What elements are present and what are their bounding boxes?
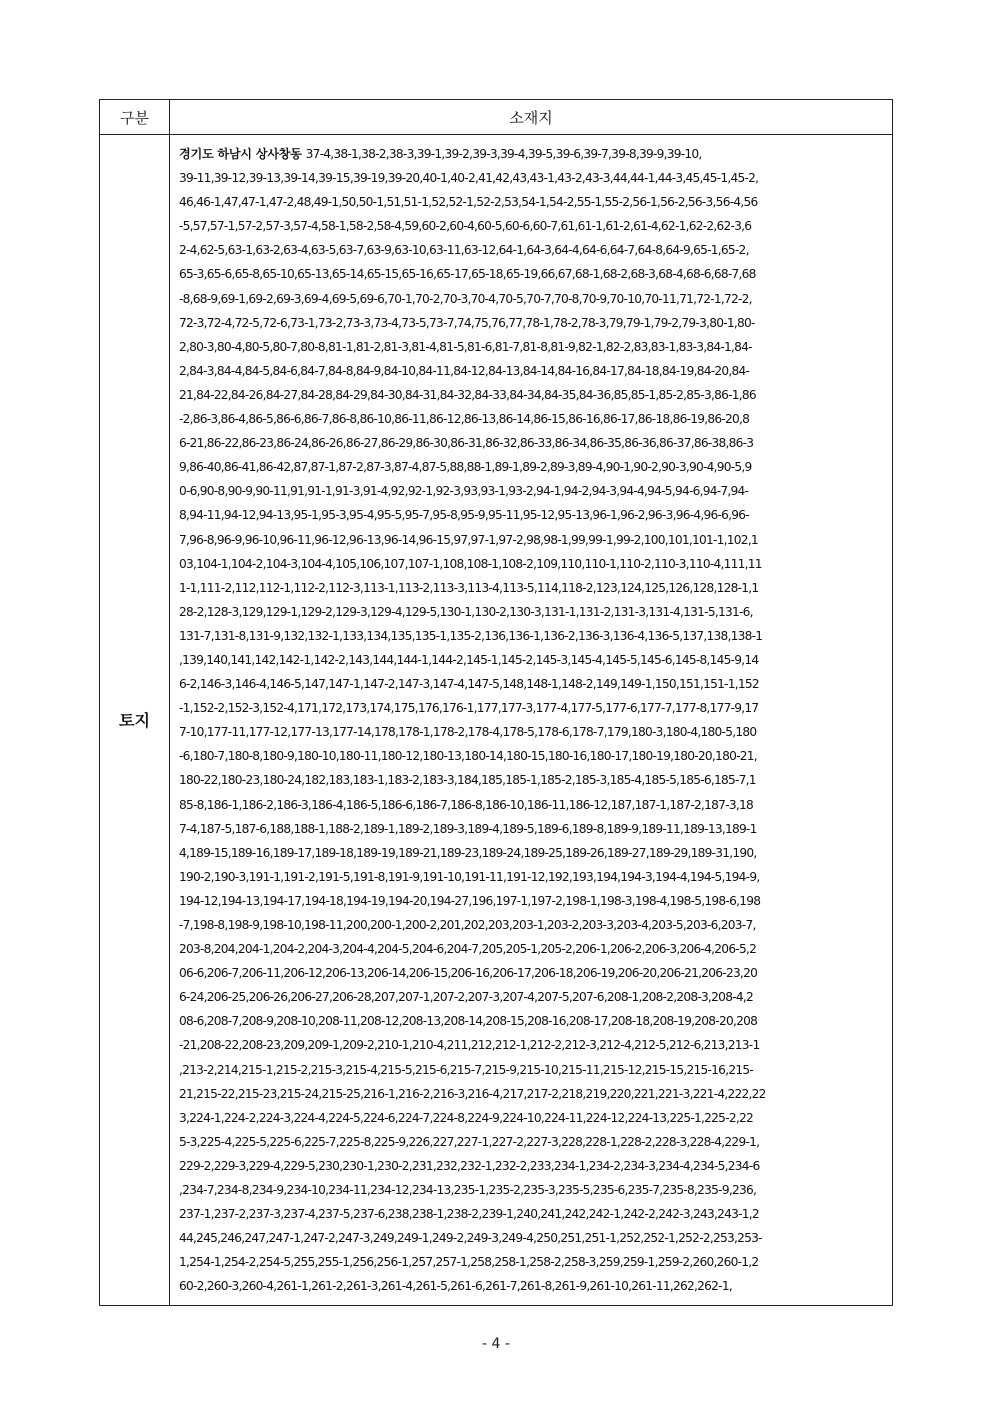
lot-numbers-text: 7,96-8,96-9,96-10,96-11,96-12,96-13,96-14,96-15,97,97-1,97-2,98,98-1,99,99-1,99-2,100,101,101-1,102,1	[179, 532, 758, 547]
lot-numbers-text: 180-22,180-23,180-24,182,183,183-1,183-2,183-3,184,185,185-1,185-2,185-3,185-4,185-5,185-6,185-7,1	[179, 773, 756, 788]
land-location-table	[99, 99, 893, 1306]
lot-number-line	[179, 214, 886, 238]
lot-numbers-text: 203-8,204,204-1,204-2,204-3,204-4,204-5,204-6,204-7,205,205-1,205-2,206-1,206-2,206-3,206-4,206-5,2	[179, 942, 757, 957]
lot-number-line	[179, 1178, 886, 1202]
lot-numbers-text: 28-2,128-3,129,129-1,129-2,129-3,129-4,129-5,130-1,130-2,130-3,131-1,131-2,131-3,131-4,131-5,131-6,	[179, 604, 753, 619]
lot-number-line	[179, 768, 886, 792]
lot-numbers-text: -2,86-3,86-4,86-5,86-6,86-7,86-8,86-10,86-11,86-12,86-13,86-14,86-15,86-16,86-17,86-18,86-19,86-20,8	[179, 412, 750, 427]
lot-numbers-text: 44,245,246,247,247-1,247-2,247-3,249,249-1,249-2,249-3,249-4,250,251,251-1,252,252-1,252-2,253,253-	[179, 1231, 762, 1246]
lot-numbers-text: 0-6,90-8,90-9,90-11,91,91-1,91-3,91-4,92,92-1,92-3,93,93-1,93-2,94-1,94-2,94-3,94-4,94-5,94-6,94-7,94-	[179, 484, 749, 499]
lot-numbers-text: 1,254-1,254-2,254-5,255,255-1,256,256-1,257,257-1,258,258-1,258-2,258-3,259,259-1,259-2,260,260-1,2	[179, 1255, 759, 1270]
lot-number-line	[179, 648, 886, 672]
lot-number-line	[179, 503, 886, 527]
lot-numbers-text: 1-1,111-2,112,112-1,112-2,112-3,113-1,113-2,113-3,113-4,113-5,114,118-2,123,124,125,126,128,128-1,1	[179, 580, 759, 595]
lot-number-line	[179, 552, 886, 576]
lot-numbers-text: 6-24,206-25,206-26,206-27,206-28,207,207-1,207-2,207-3,207-4,207-5,207-6,208-1,208-2,208-3,208-4,2	[179, 990, 753, 1005]
lot-numbers-text: 39-11,39-12,39-13,39-14,39-15,39-19,39-20,40-1,40-2,41,42,43,43-1,43-2,43-3,44,44-1,44-3,45,45-1,45-2,	[179, 171, 759, 186]
lot-numbers-text: 131-7,131-8,131-9,132,132-1,133,134,135,135-1,135-2,136,136-1,136-2,136-3,136-4,136-5,137,138,138-1	[179, 628, 763, 643]
lot-numbers-text: 2,80-3,80-4,80-5,80-7,80-8,81-1,81-2,81-3,81-4,81-5,81-6,81-7,81-8,81-9,82-1,82-2,83,83-1,83-3,84-1,84-	[179, 339, 752, 354]
lot-number-line	[179, 696, 886, 720]
lot-number-line	[179, 142, 886, 166]
lot-numbers-text: 06-6,206-7,206-11,206-12,206-13,206-14,206-15,206-16,206-17,206-18,206-19,206-20,206-21,206-23,20	[179, 966, 758, 981]
lot-numbers-text: 4,189-15,189-16,189-17,189-18,189-19,189-21,189-23,189-24,189-25,189-26,189-27,189-29,189-31,190,	[179, 845, 757, 860]
lot-number-line	[179, 937, 886, 961]
lot-numbers-text: -6,180-7,180-8,180-9,180-10,180-11,180-12,180-13,180-14,180-15,180-16,180-17,180-19,180-20,180-21,	[179, 749, 757, 764]
lot-number-line	[179, 238, 886, 262]
lot-number-line	[179, 1009, 886, 1033]
lot-numbers-text: 72-3,72-4,72-5,72-6,73-1,73-2,73-3,73-4,73-5,73-7,74,75,76,77,78-1,78-2,78-3,79,79-1,79-2,79-3,80-1,80-	[179, 315, 755, 330]
lot-numbers-text: 8,94-11,94-12,94-13,95-1,95-3,95-4,95-5,95-7,95-8,95-9,95-11,95-12,95-13,96-1,96-2,96-3,96-4,96-6,96-	[179, 508, 749, 523]
lot-numbers-text: -21,208-22,208-23,209,209-1,209-2,210-1,210-4,211,212,212-1,212-2,212-3,212-4,212-5,212-6,213,213-1	[179, 1038, 760, 1053]
lot-number-line	[179, 720, 886, 744]
lot-number-line	[179, 1202, 886, 1226]
lot-numbers-text: -8,68-9,69-1,69-2,69-3,69-4,69-5,69-6,70-1,70-2,70-3,70-4,70-5,70-7,70-8,70-9,70-10,70-11,71,72-1,72-2,	[179, 291, 752, 306]
lot-numbers-text: ,234-7,234-8,234-9,234-10,234-11,234-12,234-13,235-1,235-2,235-3,235-5,235-6,235-7,235-8,235-9,236,	[179, 1183, 757, 1198]
lot-number-line	[179, 961, 886, 985]
lot-number-line	[179, 311, 886, 335]
lot-numbers-text: 194-12,194-13,194-17,194-18,194-19,194-20,194-27,196,197-1,197-2,198-1,198-3,198-4,198-5,198-6,198	[179, 893, 761, 908]
lot-number-line	[179, 576, 886, 600]
table-header-row	[100, 100, 893, 135]
lot-numbers-text: 46,46-1,47,47-1,47-2,48,49-1,50,50-1,51,51-1,52,52-1,52-2,53,54-1,54-2,55-1,55-2,56-1,56-2,56-3,56-4,56	[179, 195, 758, 210]
lot-number-line	[179, 359, 886, 383]
lot-numbers-text: 237-1,237-2,237-3,237-4,237-5,237-6,238,238-1,238-2,239-1,240,241,242,242-1,242-2,242-3,243,243-1,2	[179, 1207, 759, 1222]
table-row	[100, 135, 893, 1306]
lot-numbers-text: 2,84-3,84-4,84-5,84-6,84-7,84-8,84-9,84-10,84-11,84-12,84-13,84-14,84-16,84-17,84-18,84-19,84-20,84-	[179, 363, 750, 378]
lot-numbers-text: 21,84-22,84-26,84-27,84-28,84-29,84-30,84-31,84-32,84-33,84-34,84-35,84-36,85,85-1,85-2,85-3,86-1,86	[179, 387, 756, 402]
lot-number-line	[179, 455, 886, 479]
lot-numbers-text: 2-4,62-5,63-1,63-2,63-4,63-5,63-7,63-9,63-10,63-11,63-12,64-1,64-3,64-4,64-6,64-7,64-8,64-9,65-1,65-2,	[179, 243, 749, 258]
lot-number-line	[179, 528, 886, 552]
lot-number-line	[179, 262, 886, 286]
lot-number-line	[179, 1250, 886, 1274]
header-category: 구분	[100, 100, 170, 135]
lot-number-line	[179, 335, 886, 359]
lot-number-line	[179, 913, 886, 937]
lot-numbers-text: 85-8,186-1,186-2,186-3,186-4,186-5,186-6,186-7,186-8,186-10,186-11,186-12,187,187-1,187-2,187-3,18	[179, 797, 753, 812]
lot-number-line	[179, 744, 886, 768]
page-number: - 4 -	[482, 1336, 510, 1352]
lot-numbers-text: 6-2,146-3,146-4,146-5,147,147-1,147-2,147-3,147-4,147-5,148,148-1,148-2,149,149-1,150,151,151-1,152	[179, 677, 759, 692]
lot-number-line	[179, 1106, 886, 1130]
lot-numbers-text: 7-10,177-11,177-12,177-13,177-14,178,178-1,178-2,178-4,178-5,178-6,178-7,179,180-3,180-4,180-5,180	[179, 725, 757, 740]
lot-numbers-text: ,139,140,141,142,142-1,142-2,143,144,144-1,144-2,145-1,145-2,145-3,145-4,145-5,145-6,145-8,145-9,14	[179, 652, 759, 667]
lot-numbers-text: 190-2,190-3,191-1,191-2,191-5,191-8,191-9,191-10,191-11,191-12,192,193,194,194-3,194-4,194-5,194-9,	[179, 869, 760, 884]
header-location: 소재지	[170, 100, 893, 135]
lot-number-line	[179, 1274, 886, 1298]
lot-number-line	[179, 1130, 886, 1154]
lot-number-line	[179, 817, 886, 841]
lot-number-line	[179, 1058, 886, 1082]
lot-number-line	[179, 287, 886, 311]
lot-number-line	[179, 431, 886, 455]
lot-number-line	[179, 600, 886, 624]
lot-number-line	[179, 889, 886, 913]
lot-number-line	[179, 624, 886, 648]
lot-number-line	[179, 841, 886, 865]
lot-number-line	[179, 166, 886, 190]
lot-number-line	[179, 1226, 886, 1250]
lot-number-line	[179, 407, 886, 431]
lot-numbers-text: 37-4,38-1,38-2,38-3,39-1,39-2,39-3,39-4,39-5,39-6,39-7,39-8,39-9,39-10,	[305, 147, 702, 161]
lot-number-line	[179, 190, 886, 214]
lot-number-line	[179, 985, 886, 1009]
lot-numbers-text: 65-3,65-6,65-8,65-10,65-13,65-14,65-15,65-16,65-17,65-18,65-19,66,67,68-1,68-2,68-3,68-4,68-6,68-7,68	[179, 267, 756, 282]
lot-numbers-text: 03,104-1,104-2,104-3,104-4,105,106,107,107-1,108,108-1,108-2,109,110,110-1,110-2,110-3,110-4,111,11	[179, 556, 762, 571]
lot-number-line	[179, 793, 886, 817]
lot-numbers-text: 5-3,225-4,225-5,225-6,225-7,225-8,225-9,226,227,227-1,227-2,227-3,228,228-1,228-2,228-3,228-4,229-1,	[179, 1134, 760, 1149]
lot-numbers-text: 229-2,229-3,229-4,229-5,230,230-1,230-2,231,232,232-1,232-2,233,234-1,234-2,234-3,234-4,234-5,234-6	[179, 1158, 760, 1173]
lot-numbers-text: 9,86-40,86-41,86-42,87,87-1,87-2,87-3,87-4,87-5,88,88-1,89-1,89-2,89-3,89-4,90-1,90-2,90-3,90-4,90-5,9	[179, 460, 752, 475]
address-prefix: 경기도 하남시 상사창동	[179, 147, 306, 161]
lot-numbers-text: 60-2,260-3,260-4,261-1,261-2,261-3,261-4,261-5,261-6,261-7,261-8,261-9,261-10,261-11,262,262-1,	[179, 1279, 732, 1294]
lot-numbers-text: 08-6,208-7,208-9,208-10,208-11,208-12,208-13,208-14,208-15,208-16,208-17,208-18,208-19,208-20,208	[179, 1014, 758, 1029]
lot-numbers-text: -7,198-8,198-9,198-10,198-11,200,200-1,200-2,201,202,203,203-1,203-2,203-3,203-4,203-5,203-6,203-7,	[179, 918, 756, 932]
lot-number-line	[179, 672, 886, 696]
lot-number-line	[179, 1154, 886, 1178]
lot-number-line	[179, 865, 886, 889]
lot-number-line	[179, 479, 886, 503]
lot-numbers-text: -1,152-2,152-3,152-4,171,172,173,174,175,176,176-1,177,177-3,177-4,177-5,177-6,177-7,177-8,177-9,17	[179, 701, 759, 716]
lot-number-line	[179, 1033, 886, 1057]
lot-number-line	[179, 1082, 886, 1106]
location-cell	[170, 135, 893, 1306]
lot-numbers-text: 21,215-22,215-23,215-24,215-25,216-1,216-2,216-3,216-4,217,217-2,218,219,220,221,221-3,221-4,222,22	[179, 1086, 766, 1101]
lot-numbers-text: 3,224-1,224-2,224-3,224-4,224-5,224-6,224-7,224-8,224-9,224-10,224-11,224-12,224-13,225-1,225-2,22	[179, 1110, 753, 1125]
lot-numbers-text: ,213-2,214,215-1,215-2,215-3,215-4,215-5,215-6,215-7,215-9,215-10,215-11,215-12,215-15,215-16,215-	[179, 1062, 753, 1077]
lot-number-line	[179, 383, 886, 407]
lot-numbers-text: 7-4,187-5,187-6,188,188-1,188-2,189-1,189-2,189-3,189-4,189-5,189-6,189-8,189-9,189-11,189-13,189-1	[179, 821, 757, 836]
category-cell: 토지	[100, 135, 170, 1306]
lot-numbers-text: -5,57,57-1,57-2,57-3,57-4,58-1,58-2,58-4,59,60-2,60-4,60-5,60-6,60-7,61,61-1,61-2,61-4,62-1,62-2,62-3,6	[179, 219, 752, 234]
lot-numbers-text: 6-21,86-22,86-23,86-24,86-26,86-27,86-29,86-30,86-31,86-32,86-33,86-34,86-35,86-36,86-37,86-38,86-3	[179, 436, 754, 451]
